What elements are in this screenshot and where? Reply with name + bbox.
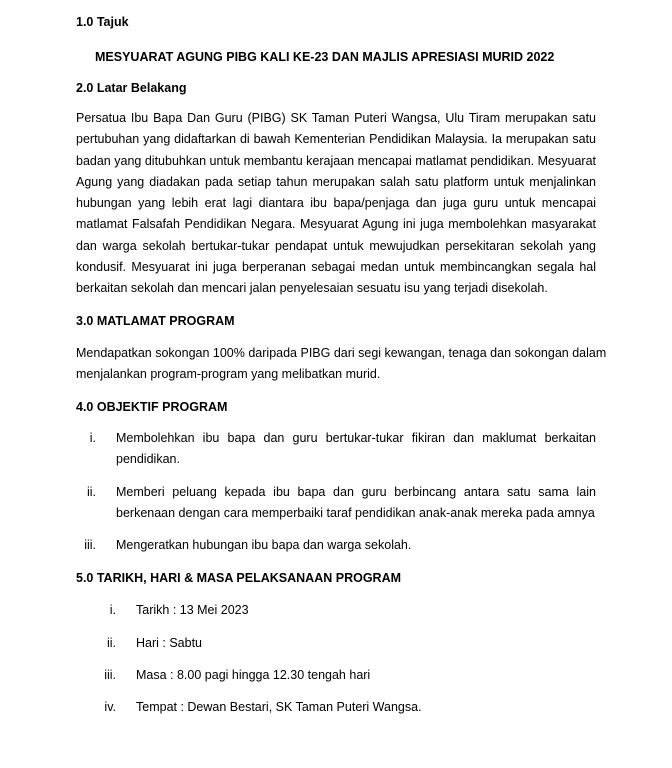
- section-2-heading: 2.0 Latar Belakang: [76, 81, 187, 95]
- paragraph-line: berkaitan sekolah dan mencari jalan penyelesaian sesuatu isu yang terjadi disekolah.: [76, 281, 548, 296]
- objective-item: [116, 482, 596, 525]
- paragraph-line: menjalankan program-program yang melibatkan murid.: [76, 367, 381, 382]
- list-number: i.: [109, 603, 116, 617]
- section-1-heading: 1.0 Tajuk: [76, 15, 129, 29]
- objective-item: [116, 535, 596, 556]
- item-line: Mengeratkan hubungan ibu bapa dan warga sekolah.: [116, 538, 412, 552]
- objective-paragraph: [76, 343, 607, 386]
- list-number: iii.: [104, 668, 116, 682]
- paragraph-line: hubungan yang lebih erat lagi diantara ibu bapa/penjaga dan juga guru untuk mencapai: [76, 196, 596, 211]
- list-number: iv.: [104, 700, 116, 714]
- schedule-item: Hari : Sabtu: [136, 636, 203, 650]
- paragraph-line: dan warga sekolah bertukar-tukar pendapat untuk mewujudkan persekitaran sekolah yang: [76, 238, 596, 253]
- document-title: MESYUARAT AGUNG PIBG KALI KE-23 DAN MAJLIS APRESIASI MURID 2022: [95, 50, 555, 64]
- objective-item: [116, 428, 596, 471]
- section-4-heading: 4.0 OBJEKTIF PROGRAM: [76, 400, 228, 414]
- section-3-heading: 3.0 MATLAMAT PROGRAM: [76, 314, 235, 328]
- schedule-item: Masa : 8.00 pagi hingga 12.30 tengah hari: [136, 668, 371, 682]
- schedule-item: Tempat : Dewan Bestari, SK Taman Puteri Wangsa.: [136, 700, 422, 714]
- paragraph-line: Persatua Ibu Bapa Dan Guru (PIBG) SK Taman Puteri Wangsa, Ulu Tiram merupakan satu: [76, 111, 596, 125]
- item-line: berkenaan dengan cara memperbaiki taraf pendidikan anak-anak mereka pada amnya: [116, 506, 595, 521]
- paragraph-line: kondusif. Mesyuarat ini juga berperanan sebagai medan untuk membincangkan segala hal: [76, 260, 596, 275]
- paragraph-line: Agung yang diadakan pada setiap tahun merupakan salah satu platform untuk menjalinkan: [76, 174, 596, 189]
- list-number: ii.: [106, 636, 116, 650]
- item-line: Memberi peluang kepada ibu bapa dan guru berbincang antara satu sama lain: [116, 485, 596, 499]
- paragraph-line: badan yang ditubuhkan untuk membantu kerajaan mencapai matlamat pendidikan. Mesyuarat: [76, 153, 596, 168]
- background-paragraph: [76, 108, 596, 300]
- section-5-heading: 5.0 TARIKH, HARI & MASA PELAKSANAAN PROGRAM: [76, 571, 402, 585]
- list-number: iii.: [84, 538, 96, 552]
- list-number: i.: [89, 431, 96, 445]
- list-number: ii.: [86, 485, 96, 499]
- item-line: Membolehkan ibu bapa dan guru bertukar-tukar fikiran dan maklumat berkaitan: [116, 431, 596, 445]
- item-line: pendidikan.: [116, 452, 180, 467]
- schedule-item: Tarikh : 13 Mei 2023: [136, 603, 249, 617]
- paragraph-line: matlamat Falsafah Pendidikan Negara. Mesyuarat Agung ini juga membolehkan masyarakat: [76, 217, 596, 232]
- paragraph-line: Mendapatkan sokongan 100% daripada PIBG dari segi kewangan, tenaga dan sokongan dalam: [76, 346, 607, 360]
- paragraph-line: pertubuhan yang didaftarkan di bawah Kementerian Pendidikan Malaysia. Ia merupakan satu: [76, 132, 596, 147]
